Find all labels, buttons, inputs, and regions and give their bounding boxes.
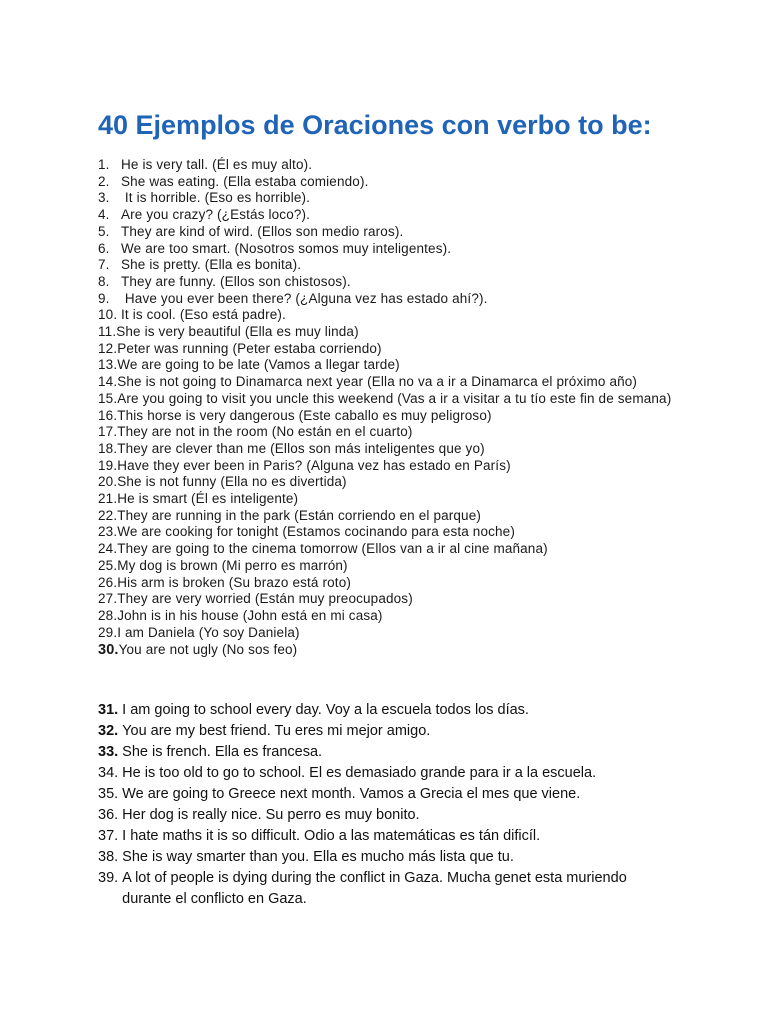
list-item: 11. She is very beautiful (Ella es muy linda) [98, 324, 359, 340]
list-item: 7. She is pretty. (Ella es bonita). [98, 257, 302, 273]
list-item: 8. They are funny. (Ellos son chistosos). [98, 273, 351, 289]
list-item: 6. We are too smart. (Nosotros somos muy inteligentes). [98, 240, 452, 256]
list-item: 1. He is very tall. (Él es muy alto). [98, 157, 313, 172]
list-item: 14. She is not going to Dinamarca next year (Ella no va a ir a Dinamarca el próximo año) [98, 374, 638, 390]
list-item: 26. His arm is broken (Su brazo está roto) [98, 574, 352, 590]
list-item: 13. We are going to be late (Vamos a llegar tarde) [98, 357, 400, 373]
list-item: 21. He is smart (Él es inteligente) [98, 491, 299, 507]
list-item: 39. A lot of people is dying during the conflict in Gaza. Mucha genet esta muriendo durante el conflicto en Gaza. [98, 870, 627, 907]
list-item: 20. She is not funny (Ella no es divertida) [98, 474, 347, 490]
list-item: 31. I am going to school every day. Voy a la escuela todos los días. [98, 702, 529, 718]
list-item: 18. They are clever than me (Ellos son más inteligentes que yo) [98, 440, 485, 456]
list-item: 30. You are not ugly (No sos feo) [98, 642, 298, 659]
list-item: 24. They are going to the cinema tomorrow (Ellos van a ir al cine mañana) [98, 541, 548, 557]
list-item: 12. Peter was running (Peter estaba corriendo) [98, 340, 382, 356]
sentence-list-part-2 [98, 700, 658, 910]
list-item: 22. They are running in the park (Están corriendo en el parque) [98, 507, 482, 523]
list-item: 9. Have you ever been there? (¿Alguna vez has estado ahí?). [98, 290, 488, 306]
list-item: 19. Have they ever been in Paris? (Alguna vez has estado en París) [98, 457, 511, 473]
list-item: 5. They are kind of wird. (Ellos son medio raros). [98, 223, 404, 239]
list-item: 36. Her dog is really nice. Su perro es muy bonito. [98, 807, 420, 823]
list-item: 29. I am Daniela (Yo soy Daniela) [98, 624, 300, 640]
list-item: 27. They are very worried (Están muy preocupados) [98, 591, 413, 607]
sentence-list-part-1 [98, 157, 678, 659]
list-item: 16. This horse is very dangerous (Este caballo es muy peligroso) [98, 407, 492, 423]
list-item: 10. It is cool. (Eso está padre). [98, 307, 286, 323]
list-item: 25. My dog is brown (Mi perro es marrón) [98, 557, 348, 573]
page-title: 40 Ejemplos de Oraciones con verbo to be: [98, 110, 652, 140]
list-item: 28. John is in his house (John está en mi casa) [98, 607, 383, 623]
list-item: 37. I hate maths it is so difficult. Odio a las matemáticas es tán dificíl. [98, 828, 541, 844]
list-item: 17. They are not in the room (No están en el cuarto) [98, 424, 413, 440]
list-item: 35. We are going to Greece next month. Vamos a Grecia el mes que viene. [98, 786, 581, 802]
list-item: 38. She is way smarter than you. Ella es mucho más lista que tu. [98, 849, 514, 865]
list-item: 15. Are you going to visit you uncle this weekend (Vas a ir a visitar a tu tío este fin de semana) [98, 390, 672, 406]
list-item: 3. It is horrible. (Eso es horrible). [98, 190, 311, 206]
list-item: 32. You are my best friend. Tu eres mi mejor amigo. [98, 723, 431, 739]
list-item: 33. She is french. Ella es francesa. [98, 744, 323, 760]
list-item: 2. She was eating. (Ella estaba comiendo). [98, 173, 369, 189]
list-item: 4. Are you crazy? (¿Estás loco?). [98, 207, 311, 223]
list-item: 34. He is too old to go to school. El es demasiado grande para ir a la escuela. [98, 765, 597, 781]
list-item: 23. We are cooking for tonight (Estamos cocinando para esta noche) [98, 524, 515, 540]
